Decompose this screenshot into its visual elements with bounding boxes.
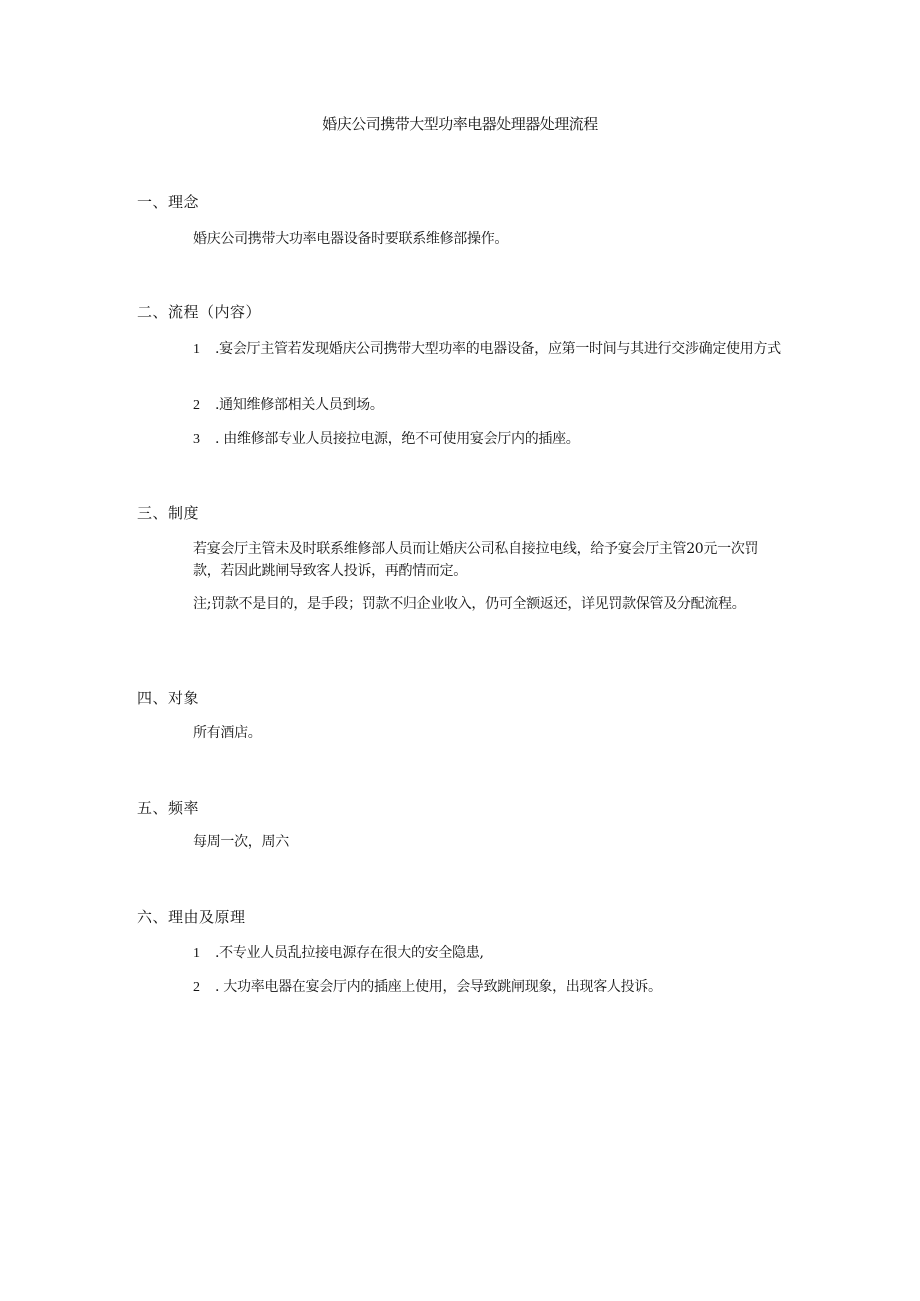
item-text: .宴会厅主管若发现婚庆公司携带大型功率的电器设备，应第一时间与其进行交涉确定使用方式 <box>215 341 781 357</box>
concept-paragraph: 婚庆公司携带大功率电器设备时要联系维修部操作。 <box>193 231 509 247</box>
item-number: 3 <box>193 432 200 447</box>
item-text: .通知维修部相关人员到场。 <box>215 397 384 413</box>
item-number: 2 <box>193 398 200 413</box>
section-heading-frequency: 五、频率 <box>137 799 200 817</box>
document-title: 婚庆公司携带大型功率电器处理器处理流程 <box>322 115 598 133</box>
frequency-paragraph: 每周一次，周六 <box>193 834 289 850</box>
section-heading-concept: 一、理念 <box>137 193 200 211</box>
item-number: 2 <box>193 980 200 995</box>
section-heading-policy: 三、制度 <box>137 504 200 522</box>
section-heading-target: 四、对象 <box>137 689 200 707</box>
section-heading-process: 二、流程（内容） <box>137 303 262 321</box>
policy-paragraph: 若宴会厅主管未及时联系维修部人员而让婚庆公司私自接拉电线，给予宴会厅主管20元一次罚款，若因此跳闸导致客人投诉，再酌情而定。 <box>193 541 759 579</box>
target-paragraph: 所有酒店。 <box>193 725 262 741</box>
item-number: 1 <box>193 342 200 357</box>
item-text: .不专业人员乱拉接电源存在很大的安全隐患, <box>215 945 484 961</box>
rationale-item-2 <box>193 976 783 999</box>
item-text: . 由维修部专业人员接拉电源，绝不可使用宴会厅内的插座。 <box>215 431 580 447</box>
process-item-3 <box>193 428 783 451</box>
policy-note: 注;罚款不是目的，是手段；罚款不归企业收入，仍可全额返还，详见罚款保管及分配流程。 <box>193 596 746 612</box>
rationale-item-1 <box>193 942 783 965</box>
item-number: 1 <box>193 946 200 961</box>
section-heading-rationale: 六、理由及原理 <box>137 908 246 926</box>
process-item-1 <box>193 338 783 361</box>
item-text: . 大功率电器在宴会厅内的插座上使用，会导致跳闸现象，出现客人投诉。 <box>215 979 662 995</box>
process-item-2 <box>193 394 783 417</box>
